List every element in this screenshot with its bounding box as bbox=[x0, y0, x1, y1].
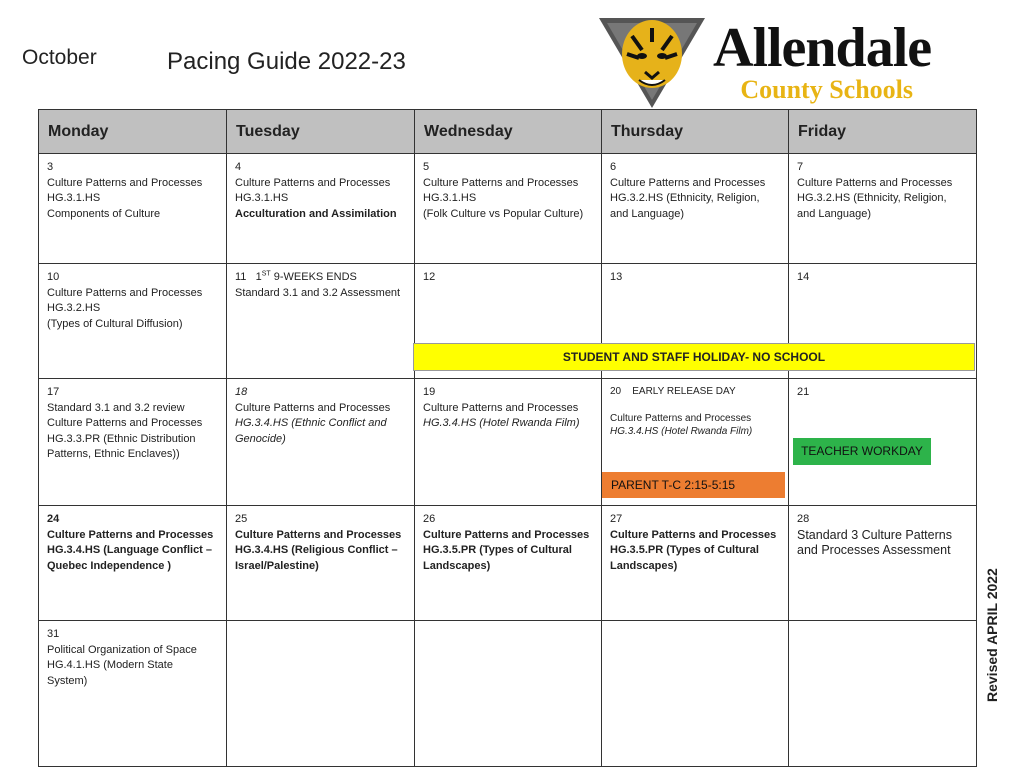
ordinal-number: 1 bbox=[255, 271, 262, 283]
standard: HG.4.1.HS (Modern State bbox=[47, 659, 173, 671]
holiday-banner: STUDENT AND STAFF HOLIDAY- NO SCHOOL bbox=[413, 343, 975, 371]
day-number: 26 bbox=[423, 513, 436, 525]
day-number: 31 bbox=[47, 628, 60, 640]
day-number: 27 bbox=[610, 513, 623, 525]
subtopic: Patterns, Ethnic Enclaves)) bbox=[47, 448, 180, 460]
subtopic: (Types of Cultural Diffusion) bbox=[47, 317, 183, 330]
subtopic: Landscapes) bbox=[610, 559, 678, 572]
topic: Culture Patterns and Processes bbox=[610, 176, 766, 189]
day-number: 21 bbox=[797, 386, 810, 398]
standard: HG.3.5.PR (Types of Cultural bbox=[423, 544, 572, 556]
topic: Culture Patterns and Processes bbox=[423, 528, 590, 541]
week-row bbox=[39, 154, 977, 264]
topic: Culture Patterns and Processes bbox=[423, 401, 579, 414]
standard: HG.3.4.HS (Hotel Rwanda Film) bbox=[423, 417, 580, 429]
topic: Culture Patterns and Processes bbox=[797, 176, 953, 189]
topic: Culture Patterns and Processes bbox=[47, 176, 203, 189]
day-number: 28 bbox=[797, 513, 810, 525]
topic: Culture Patterns and Processes bbox=[610, 413, 752, 424]
standard: HG.3.2.HS (Ethnicity, Religion, bbox=[610, 192, 760, 204]
parent-conference-badge: PARENT T-C 2:15-5:15 bbox=[602, 472, 785, 498]
day-cell bbox=[227, 264, 415, 379]
day-cell bbox=[39, 264, 227, 379]
standard: HG.3.2.HS (Ethnicity, Religion, bbox=[797, 192, 947, 204]
subtopic: Genocide) bbox=[235, 432, 286, 445]
topic: Culture Patterns and Processes bbox=[235, 176, 391, 189]
early-release: 20 EARLY RELEASE DAY bbox=[610, 386, 736, 397]
standard: HG.3.2.HS bbox=[47, 302, 101, 314]
standard: HG.3.1.HS bbox=[47, 192, 101, 204]
subtopic: and Language) bbox=[797, 207, 872, 220]
day-cell bbox=[227, 506, 415, 621]
standard: HG.3.4.HS (Language Conflict – bbox=[47, 544, 213, 556]
day-cell bbox=[39, 621, 227, 767]
day-number: 10 bbox=[47, 271, 60, 283]
subtopic: (Folk Culture vs Popular Culture) bbox=[423, 207, 584, 220]
day-number-line bbox=[235, 270, 406, 286]
day-number: 11 bbox=[235, 271, 247, 283]
header-thursday: Thursday bbox=[602, 110, 789, 154]
day-cell bbox=[415, 379, 602, 506]
standard: HG.3.4.HS (Ethnic Conflict and bbox=[235, 417, 387, 429]
standard: HG.3.5.PR (Types of Cultural bbox=[610, 544, 759, 556]
day-cell bbox=[789, 154, 977, 264]
subtopic: Israel/Palestine) bbox=[235, 559, 319, 572]
topic: Culture Patterns and Processes bbox=[235, 401, 391, 414]
day-cell bbox=[39, 154, 227, 264]
page-title: Pacing Guide 2022-23 bbox=[167, 48, 406, 75]
subtopic: Landscapes) bbox=[423, 559, 491, 572]
day-cell bbox=[227, 154, 415, 264]
header-monday: Monday bbox=[39, 110, 227, 154]
topic: Culture Patterns and Processes bbox=[423, 176, 579, 189]
weekday-header-row bbox=[39, 110, 977, 154]
school-logo bbox=[597, 14, 957, 110]
day-number: 12 bbox=[423, 271, 436, 283]
empty-cell bbox=[789, 621, 977, 767]
empty-cell bbox=[602, 621, 789, 767]
day-number: 3 bbox=[47, 161, 54, 173]
topic: Culture Patterns and Processes bbox=[47, 528, 214, 541]
week-row bbox=[39, 506, 977, 621]
topic: Culture Patterns and Processes bbox=[610, 528, 777, 541]
day-number: 19 bbox=[423, 386, 436, 398]
tiger-mascot-icon bbox=[597, 14, 707, 110]
day-cell bbox=[415, 154, 602, 264]
day-number: 5 bbox=[423, 161, 430, 173]
day-cell bbox=[39, 506, 227, 621]
review: Standard 3.1 and 3.2 review bbox=[47, 401, 185, 414]
day-cell bbox=[602, 154, 789, 264]
standard: HG.3.1.HS bbox=[423, 192, 477, 204]
revised-date: Revised APRIL 2022 bbox=[984, 568, 1000, 702]
header-tuesday: Tuesday bbox=[227, 110, 415, 154]
day-number: 17 bbox=[47, 386, 60, 398]
day-number: 4 bbox=[235, 161, 242, 173]
topic: Culture Patterns and Processes bbox=[235, 528, 402, 541]
logo-brand: Allendale bbox=[713, 17, 932, 79]
logo-subtitle: County Schools bbox=[740, 75, 913, 104]
week-row bbox=[39, 621, 977, 767]
day-number: 6 bbox=[610, 161, 617, 173]
subtopic: Components of Culture bbox=[47, 207, 161, 220]
standard: HG.3.4.HS (Religious Conflict – bbox=[235, 544, 398, 556]
subtopic: System) bbox=[47, 674, 88, 687]
topic: Culture Patterns and Processes bbox=[47, 417, 203, 429]
subtopic: and Language) bbox=[610, 207, 685, 220]
standard: HG.3.1.HS bbox=[235, 192, 289, 204]
day-number: 18 bbox=[235, 386, 248, 398]
topic: Standard 3.1 and 3.2 Assessment bbox=[235, 286, 401, 299]
header-friday: Friday bbox=[789, 110, 977, 154]
day-number: 14 bbox=[797, 271, 810, 283]
month-label: October bbox=[22, 46, 97, 69]
day-number: 7 bbox=[797, 161, 804, 173]
topic: Political Organization of Space bbox=[47, 643, 197, 656]
standard: HG.3.4.HS (Hotel Rwanda Film) bbox=[610, 426, 753, 437]
assessment: Standard 3 Culture Patterns bbox=[797, 527, 952, 542]
header-wednesday: Wednesday bbox=[415, 110, 602, 154]
nine-weeks-ends: 9-WEEKS ENDS bbox=[273, 271, 357, 283]
empty-cell bbox=[415, 621, 602, 767]
day-cell bbox=[227, 379, 415, 506]
assessment-cont: and Processes Assessment bbox=[797, 543, 951, 557]
subtopic: Quebec Independence ) bbox=[47, 559, 172, 572]
day-cell bbox=[789, 506, 977, 621]
standard: HG.3.3.PR (Ethnic Distribution bbox=[47, 432, 196, 445]
day-cell bbox=[415, 506, 602, 621]
topic: Culture Patterns and Processes bbox=[47, 286, 203, 299]
ordinal-suffix: ST bbox=[261, 270, 271, 278]
day-number: 25 bbox=[235, 513, 248, 525]
day-cell bbox=[39, 379, 227, 506]
day-cell bbox=[602, 506, 789, 621]
day-number: 13 bbox=[610, 271, 623, 283]
teacher-workday-badge: TEACHER WORKDAY bbox=[793, 438, 931, 465]
empty-cell bbox=[227, 621, 415, 767]
day-number: 24 bbox=[47, 513, 60, 525]
subtopic: Acculturation and Assimilation bbox=[235, 207, 397, 220]
